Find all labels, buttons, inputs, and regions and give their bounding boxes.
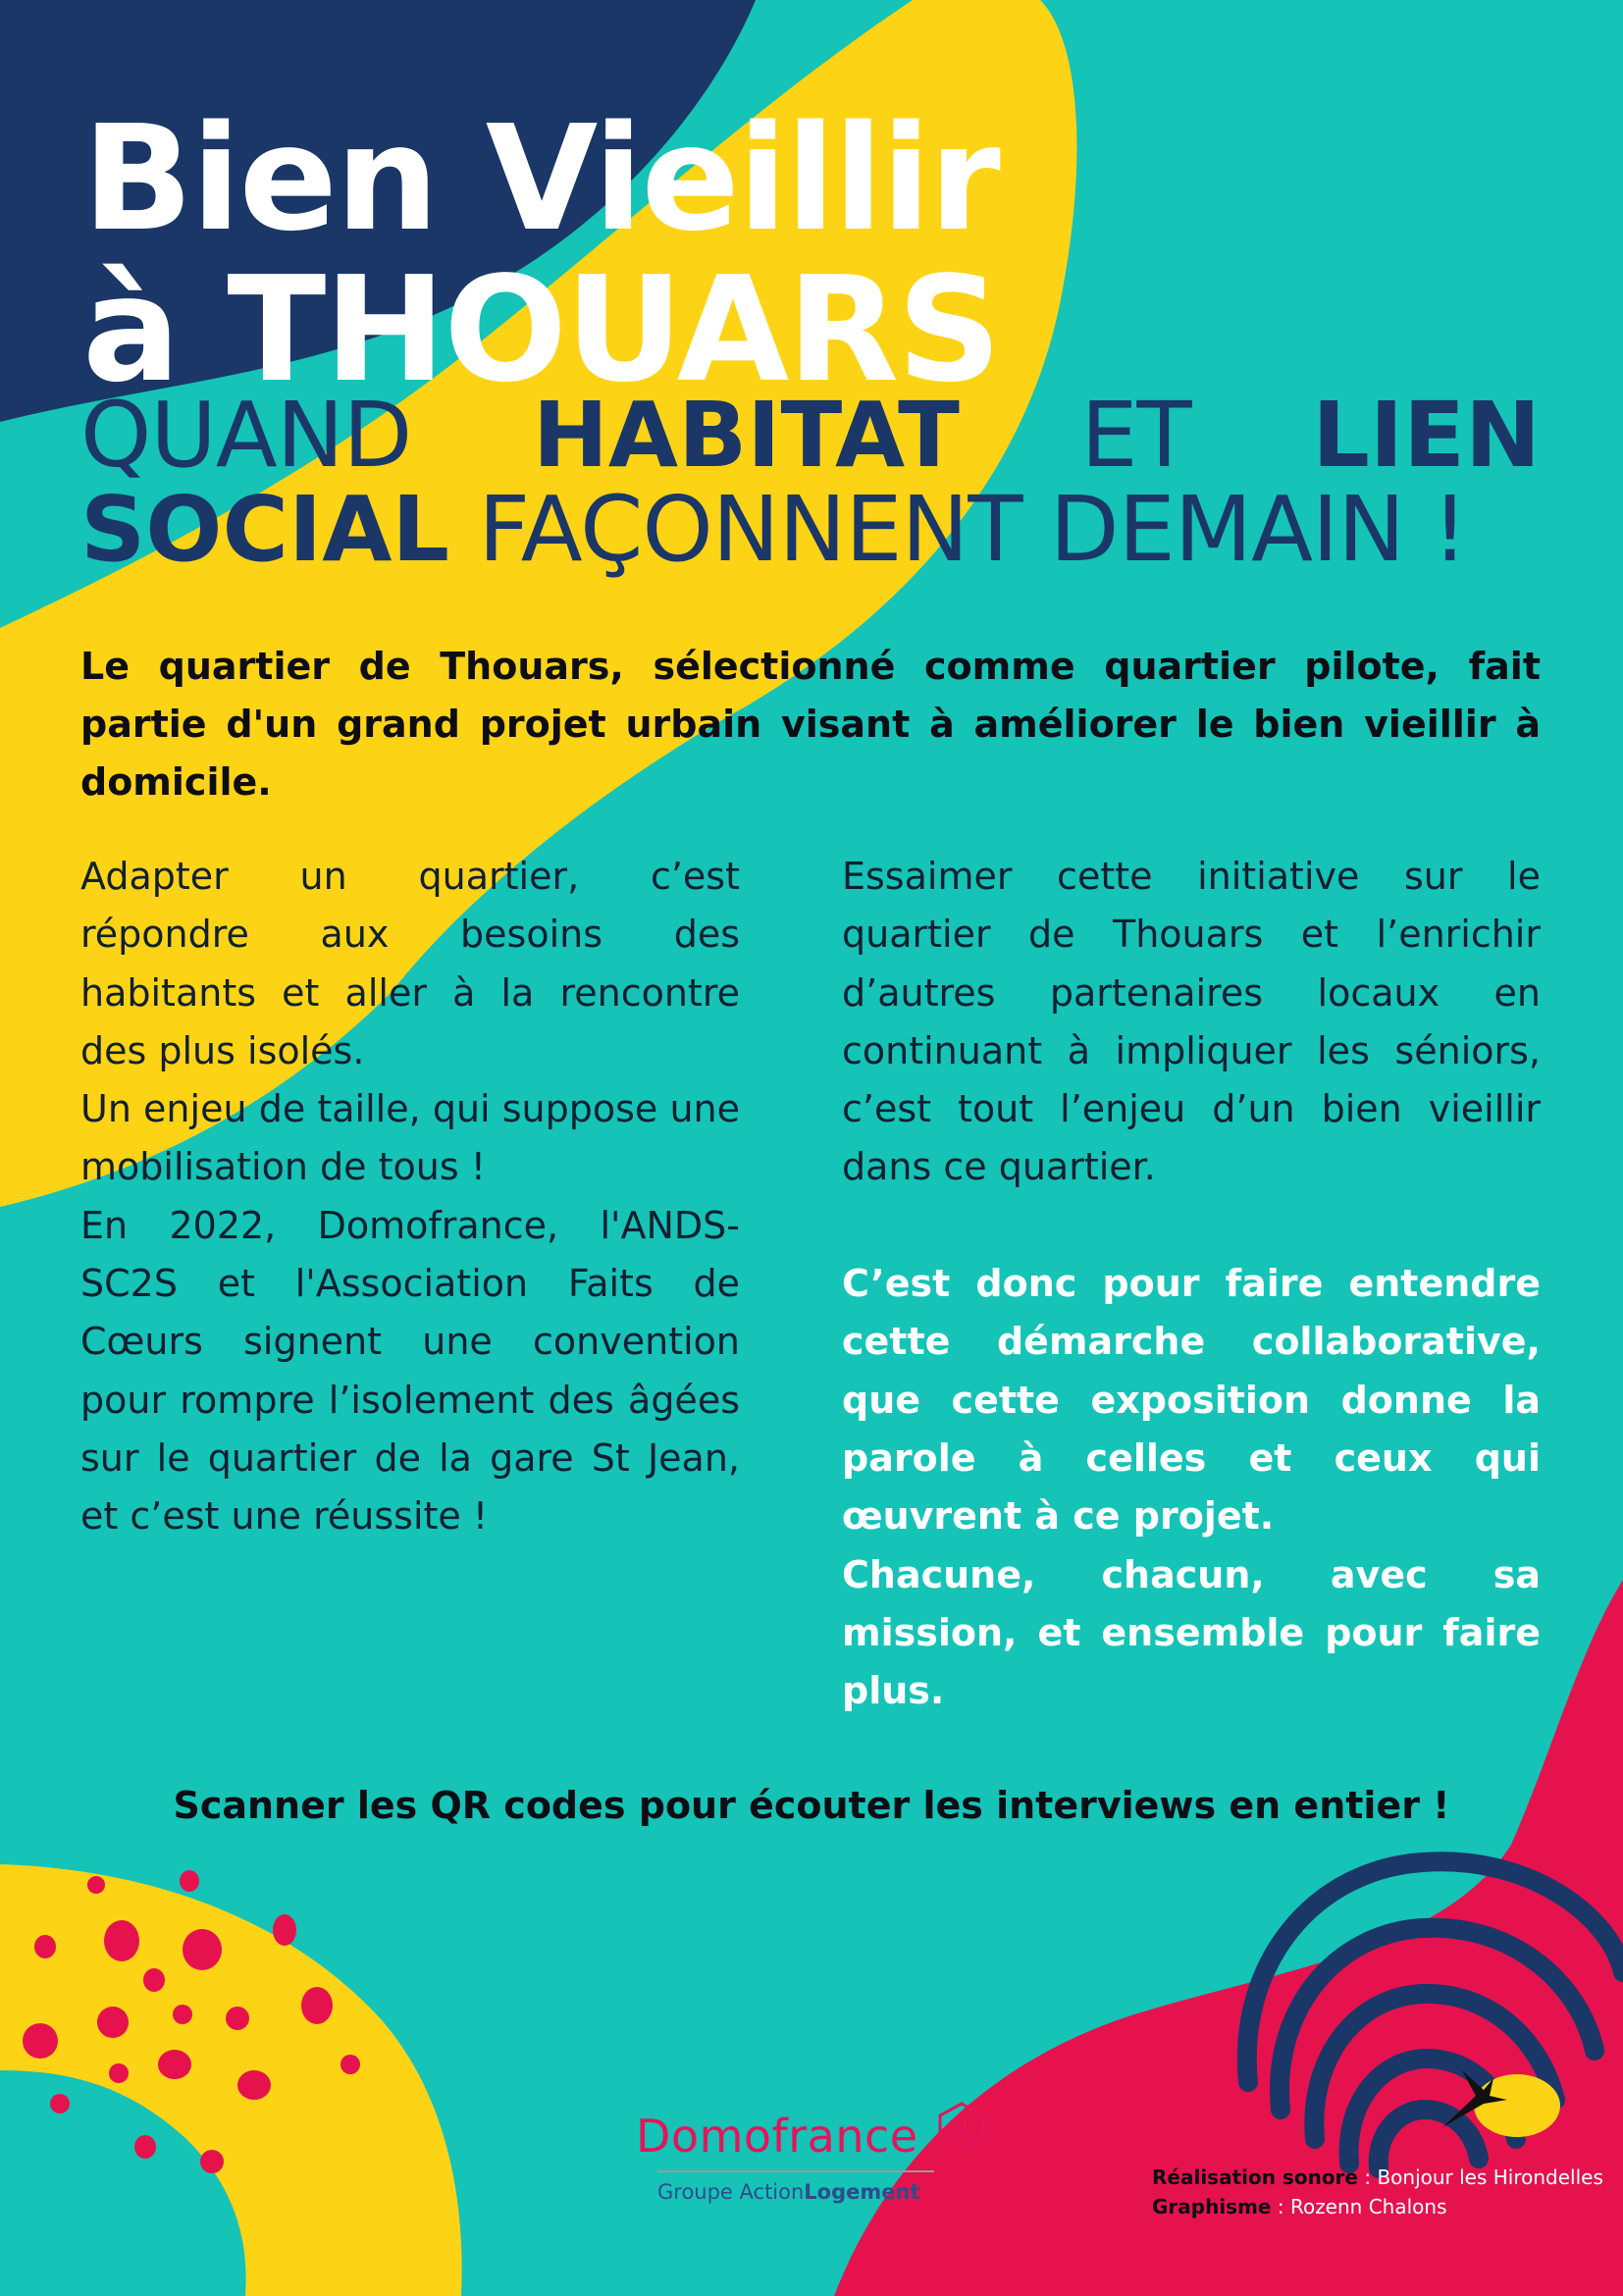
credit-value: : Bonjour les Hirondelles: [1357, 2166, 1603, 2189]
title-line-1: Bien Vieillir: [82, 94, 999, 263]
al-badge-icon: [936, 2102, 987, 2149]
subtitle: [80, 383, 1541, 582]
subtitle-word-bold: LIEN: [1312, 383, 1541, 488]
right-column: [842, 848, 1541, 1720]
groupe-action-logement: [636, 2180, 989, 2204]
al-badge-text: AL: [948, 2116, 975, 2138]
paragraph-spacer: [842, 1197, 1541, 1255]
left-column: [80, 848, 740, 1546]
scan-qr-cta: Scanner les QR codes pour écouter les interviews en entier !: [173, 1784, 1450, 1827]
subtitle-word-bold: HABITAT: [532, 383, 960, 488]
subtitle-row-2: [80, 477, 1541, 582]
subtitle-word: QUAND: [80, 383, 412, 488]
credit-design: [1152, 2192, 1603, 2221]
logo-yellow-blob: [1474, 2074, 1560, 2137]
bonjour-hirondelles-logo: [1437, 2049, 1564, 2147]
left-paragraph: En 2022, Domofrance, l'ANDS-SC2S et l'Association Faits de Cœurs signent une convention pour rompre l’isolement des âgées sur le quartier de la gare St Jean, et c’est une réussite !: [80, 1203, 740, 1539]
credit-value: : Rozenn Chalons: [1271, 2195, 1447, 2218]
group-prefix: Groupe Action: [657, 2180, 805, 2204]
subtitle-word-bold: SOCIAL: [80, 477, 450, 582]
left-paragraph: Adapter un quartier, c’est répondre aux besoins des habitants et aller à la rencontre des plus isolés.: [80, 855, 740, 1072]
credit-label: Graphisme: [1152, 2195, 1272, 2218]
domofrance-name: Domofrance: [636, 2110, 918, 2163]
domofrance-logo: [636, 2110, 989, 2204]
subtitle-row-1: [80, 383, 1541, 488]
right-paragraph: Essaimer cette initiative sur le quartier de Thouars et l’enrichir d’autres partenaires locaux en continuant à impliquer les séniors, c’est tout l’enjeu d’un bien vieillir dans ce quartier.: [842, 855, 1541, 1189]
left-paragraph: Un enjeu de taille, qui suppose une mobilisation de tous !: [80, 1087, 740, 1189]
right-paragraph-highlight: C’est donc pour faire entendre cette démarche collaborative, que cette exposition donne la parole à celles et ceux qui œuvrent à ce projet.: [842, 1262, 1541, 1539]
intro-paragraph: Le quartier de Thouars, sélectionné comme quartier pilote, fait partie d'un grand projet urbain visant à améliorer le bien vieillir à domicile.: [80, 645, 1541, 804]
credits: [1152, 2163, 1603, 2221]
subtitle-word: FAÇONNENT DEMAIN !: [478, 477, 1468, 582]
credit-label: Réalisation sonore: [1152, 2166, 1358, 2189]
title-line-2: à THOUARS: [82, 245, 1000, 414]
right-paragraph-highlight: Chacune, chacun, avec sa mission, et ensemble pour faire plus.: [842, 1552, 1541, 1713]
logo-divider: [657, 2170, 934, 2172]
credit-sound: [1152, 2163, 1603, 2192]
subtitle-word: ET: [1080, 383, 1191, 488]
group-suffix: Logement: [804, 2180, 920, 2204]
